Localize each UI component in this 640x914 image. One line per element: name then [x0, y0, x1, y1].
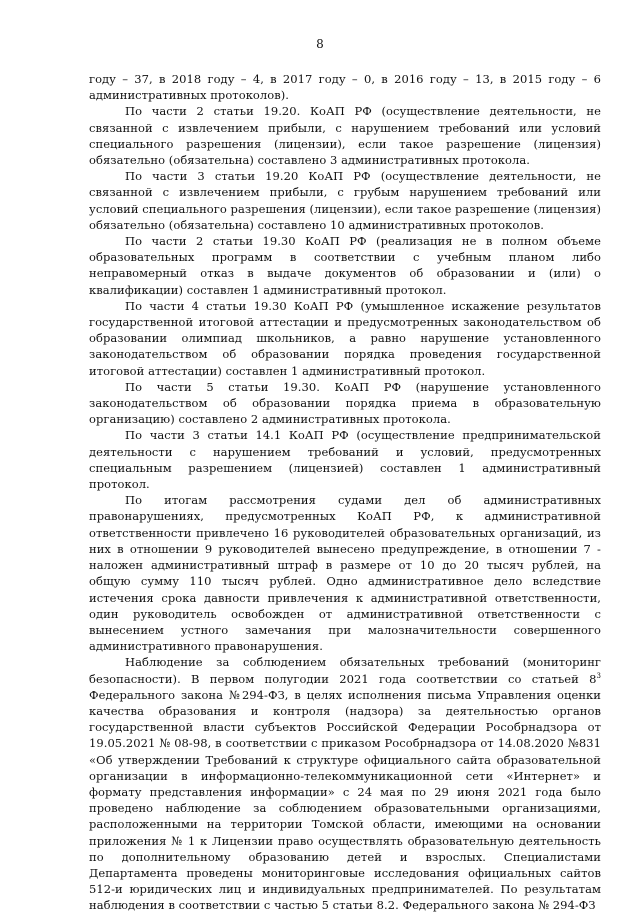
page-number: 8 [316, 37, 324, 51]
article-superscript: 3 [596, 671, 601, 680]
paragraph-part4-art19-30: По части 4 статьи 19.30 КоАП РФ (умышленное искажение результатов государственной итоговой аттестации и предусмотренных законодательством об образовании олимпиад школьников, а равно нарушение установленного законодательством об образовании порядка проведения государственной итоговой аттестации) составлен 1 административный протокол. [89, 298, 601, 378]
paragraph-court-results: По итогам рассмотрения судами дел об административных правонарушениях, предусмотренных КоАП РФ, к административной ответственности привлечено 16 руководителей образовательных организаций, из них в отношении 9 руководителей вынесено предупреждение, в отношении 7 - наложен административный штраф в размере от 10 до 20 тысяч рублей, на общую сумму 110 тысяч рублей. Одно административное дело вследствие истечения срока давности привлечения к административной ответственности, один руководитель освобожден от административной ответственности с вынесением устного замечания при малозначительности совершенного административного правонарушения. [89, 493, 601, 654]
paragraph-continuation: году – 37, в 2018 году – 4, в 2017 году – 0, в 2016 году – 13, в 2015 году – 6 административных протоколов). [89, 72, 601, 103]
paragraph-part3-art19-20: По части 3 статьи 19.20 КоАП РФ (осуществление деятельности, не связанной с извлечением прибыли, с грубым нарушением требований или условий специального разрешения (лицензии), если такое разрешение (лицензия) обязательно (обязательна) составлено 10 административных протоколов. [89, 169, 602, 232]
paragraph-part3-art14-1: По части 3 статьи 14.1 КоАП РФ (осуществление предпринимательской деятельности с нарушением требований и условий, предусмотренных специальным разрешением (лицензией) составлен 1 административный протокол. [89, 428, 601, 492]
paragraph-monitoring [89, 654, 601, 913]
paragraph-part5-art19-30: По части 5 статьи 19.30. КоАП РФ (нарушение установленного законодательством об образовании порядка приема в образовательную организацию) составлено 2 административных протокола. [89, 379, 601, 427]
monitoring-text-after: Федерального закона №294-ФЗ, в целях исполнения письма Управления оценки качества образования и контроля (надзора) за деятельностью органов государственной власти субъектов Российской Федерации Рособрнадзора от 19.05.2021 № 08-98, в соответствии с приказом Рособрнадзора от 14.08.2020 №831 «Об утверждении Требований к структуре официального сайта образовательной организации в информационно-телекоммуникационной сети «Интернет» и формату представления информации» с 24 мая по 29 июня 2021 года было проведено наблюдение за соблюдением образовательными организациями, расположенными на территории Томской области, имеющими на основании приложения № 1 к Лицензии право осуществлять образовательную деятельность по дополнительному образованию детей и взрослых. Специалистами Департамента проведены мониторинговые исследования официальных сайтов 512-и юридических лиц и индивидуальных предпринимателей. По результатам наблюдения в соответствии с частью 5 статьи 8.2. Федерального закона № 294-ФЗ [89, 687, 601, 913]
paragraph-part2-art19-20: По части 2 статьи 19.20. КоАП РФ (осуществление деятельности, не связанной с извлечением прибыли, с нарушением требований или условий специального разрешения (лицензии), если такое разрешение (лицензия) обязательно (обязательна) составлено 3 административных протокола. [89, 104, 601, 168]
document-body [89, 71, 601, 914]
monitoring-text-before: Наблюдение за соблюдением обязательных требований (мониторинг безопасности). В первом полугодии 2021 года соответствии со статьей 8 [89, 655, 601, 686]
paragraph-part2-art19-30: По части 2 статьи 19.30 КоАП РФ (реализация не в полном объеме образовательных программ в соответствии с учебным планом либо неправомерный отказ в выдаче документов об образовании и (или) о квалификации) составлен 1 административный протокол. [89, 234, 601, 297]
